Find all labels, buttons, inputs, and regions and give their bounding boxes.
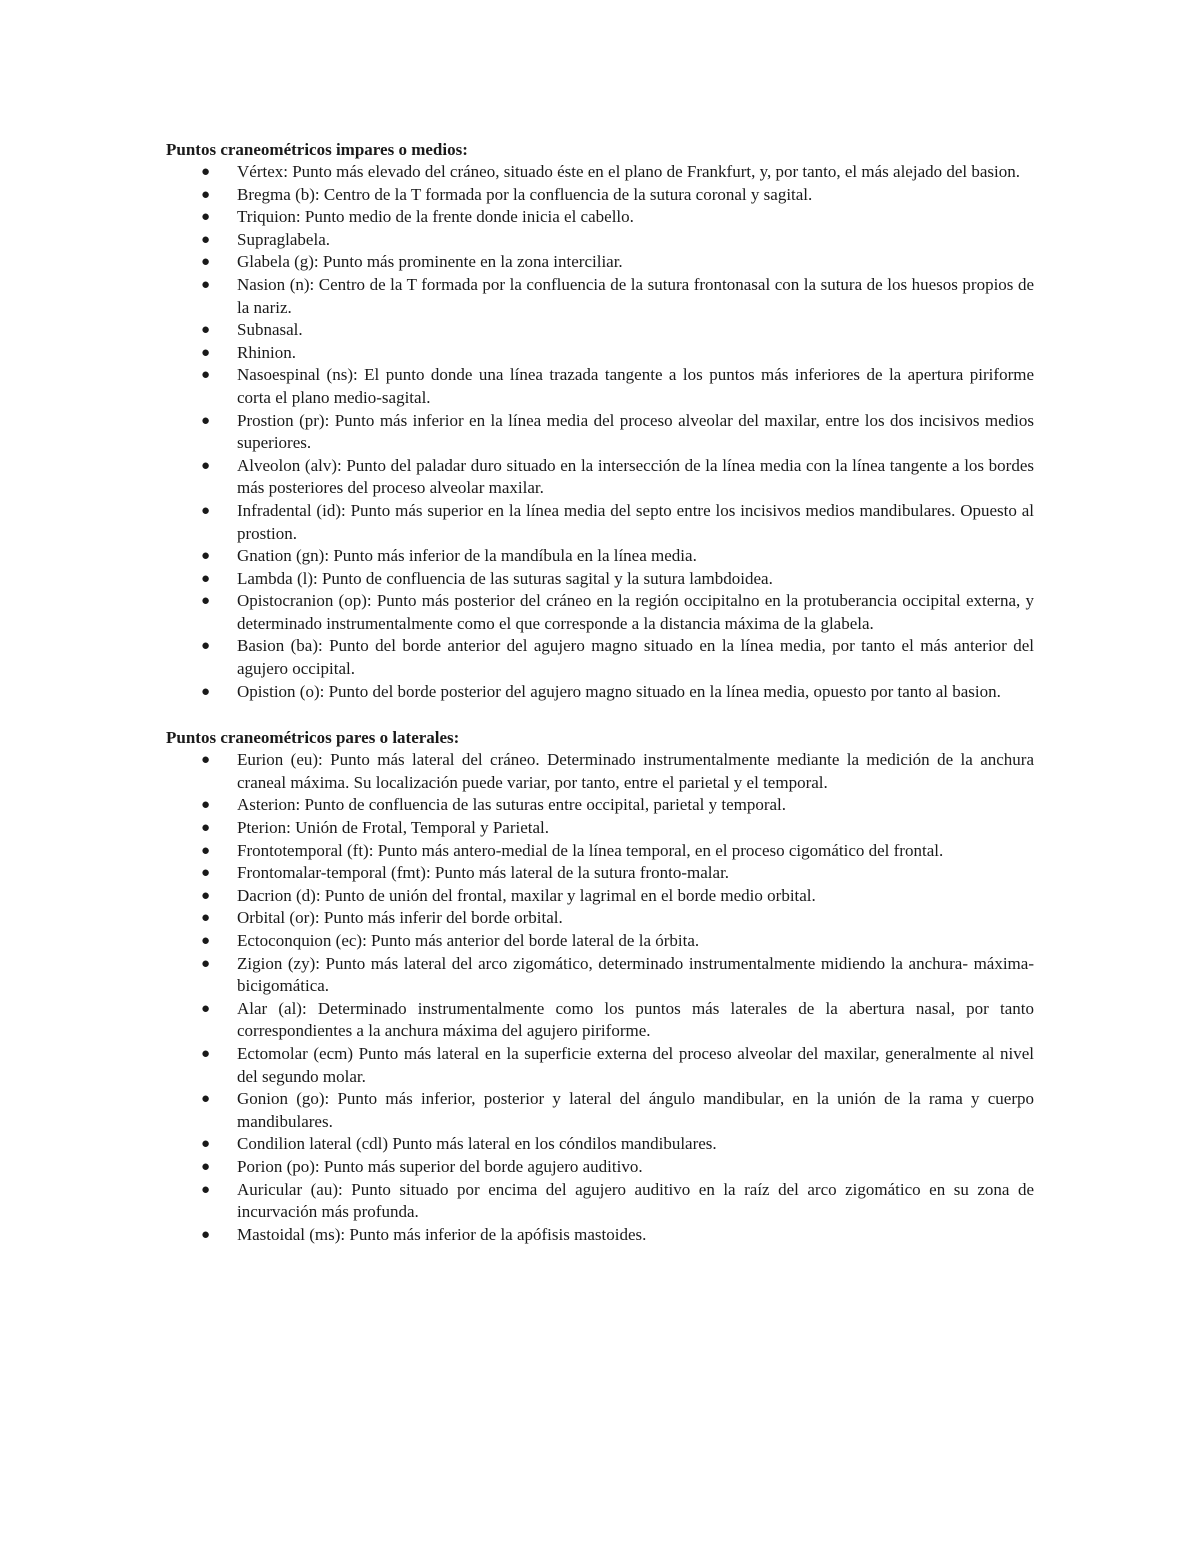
- list-item-text: Supraglabela.: [237, 229, 330, 249]
- bullet-icon: ●: [201, 842, 211, 859]
- list-item-text: Frontomalar-temporal (fmt): Punto más lateral de la sutura fronto-malar.: [237, 863, 730, 883]
- list-item: [201, 229, 1034, 252]
- list-item: [201, 681, 1034, 704]
- bullet-icon: ●: [201, 209, 211, 226]
- list-item: [201, 794, 1034, 817]
- bullet-icon: ●: [201, 164, 211, 180]
- list-item: [201, 749, 1034, 794]
- list-item-text: Condilion lateral (cdl) Punto más lateral en los cóndilos mandibulares.: [237, 1134, 717, 1154]
- list-item-text: Glabela (g): Punto más prominente en la zona interciliar.: [237, 252, 623, 272]
- list-item-text: Prostion (pr): Punto más inferior en la línea media del proceso alveolar del maxilar, entre los dos incisivos medios superiores.: [237, 410, 1034, 453]
- bullet-icon: ●: [201, 254, 211, 271]
- list-item: [201, 1224, 1034, 1247]
- list-item-text: Gonion (go): Punto más inferior, posterior y lateral del ángulo mandibular, en la unión de la rama y cuerpo mandibulares.: [237, 1089, 1034, 1131]
- list-item: [201, 817, 1034, 840]
- list-item: [201, 410, 1034, 455]
- bullet-icon: ●: [201, 887, 211, 904]
- bullet-icon: ●: [201, 752, 211, 769]
- list-item: [201, 364, 1034, 409]
- list-item: [201, 319, 1034, 342]
- list-item-text: Ectomolar (ecm) Punto más lateral en la superficie externa del proceso alveolar del maxilar, generalmente al nivel del segundo molar.: [237, 1043, 1034, 1086]
- list-item: [201, 545, 1034, 568]
- bullet-icon: ●: [201, 548, 211, 565]
- list-item-text: Asterion: Punto de confluencia de las suturas entre occipital, parietal y temporal.: [237, 795, 787, 815]
- list-item-text: Ectoconquion (ec): Punto más anterior del borde lateral de la órbita.: [237, 931, 700, 950]
- list-item-text: Rhinion.: [237, 342, 297, 362]
- list-item: [201, 885, 1034, 908]
- bullet-icon: ●: [201, 1158, 211, 1175]
- section-impares: [166, 138, 1034, 703]
- bullet-icon: ●: [201, 910, 211, 927]
- list-item-text: Infradental (id): Punto más superior en la línea media del septo entre los incisivos medios mandibulares. Opuesto al prostion.: [237, 500, 1034, 543]
- bullet-icon: ●: [201, 502, 211, 519]
- bullet-icon: ●: [201, 797, 211, 814]
- list-item: [201, 907, 1034, 930]
- list-item: [201, 274, 1034, 319]
- bullet-icon: ●: [201, 412, 211, 429]
- list-item: [201, 1133, 1034, 1156]
- list-item-text: Lambda (l): Punto de confluencia de las suturas sagital y la sutura lambdoidea.: [237, 568, 773, 588]
- bullet-icon: ●: [201, 955, 211, 972]
- list-item-text: Zigion (zy): Punto más lateral del arco zigomático, determinado instrumentalmente midiendo la anchura- máxima- bicigomática.: [237, 953, 1034, 996]
- list-item-text: Frontotemporal (ft): Punto más antero-medial de la línea temporal, en el proceso cigomático del frontal.: [237, 840, 944, 860]
- bullet-icon: ●: [201, 1091, 211, 1108]
- bullet-icon: ●: [201, 1045, 211, 1062]
- bullet-icon: ●: [201, 593, 211, 610]
- list-item: [201, 1179, 1034, 1224]
- list-item: [201, 635, 1034, 680]
- list-item-text: Gnation (gn): Punto más inferior de la mandíbula en la línea media.: [237, 546, 697, 566]
- bullet-icon: ●: [201, 1000, 211, 1017]
- list-item-text: Triquion: Punto medio de la frente donde inicia el cabello.: [237, 207, 634, 227]
- document-page: [166, 138, 1034, 1246]
- list-item-text: Auricular (au): Punto situado por encima del agujero auditivo en la raíz del arco zigomático en su zona de incurvación más profunda.: [237, 1179, 1034, 1222]
- bullet-icon: ●: [201, 570, 211, 587]
- bullet-icon: ●: [201, 344, 211, 361]
- list-item-text: Opistocranion (op): Punto más posterior del cráneo en la región occipitalno en la protuberancia occipital externa, y determinado instrumentalmente como el que corresponde a la distancia máxima de la glabela.: [237, 591, 1034, 633]
- bullet-icon: ●: [201, 457, 211, 474]
- bullet-list: [166, 161, 1034, 703]
- list-item-text: Nasoespinal (ns): El punto donde una línea trazada tangente a los puntos más inferiores de la apertura piriforme corta el plano medio-sagital.: [237, 365, 1034, 407]
- list-item-text: Orbital (or): Punto más inferir del borde orbital.: [237, 908, 563, 928]
- bullet-list: [166, 749, 1034, 1246]
- list-item: [201, 1156, 1034, 1179]
- list-item: [201, 184, 1034, 207]
- list-item-text: Alveolon (alv): Punto del paladar duro situado en la intersección de la línea media con la línea tangente a los bordes más posteriores del proceso alveolar maxilar.: [237, 455, 1034, 498]
- bullet-icon: ●: [201, 865, 211, 882]
- section-pares: [166, 726, 1034, 1246]
- list-item-text: Alar (al): Determinado instrumentalmente como los puntos más laterales de la abertura nasal, por tanto correspondientes a la anchura máxima del agujero piriforme.: [237, 998, 1034, 1041]
- list-item: [201, 455, 1034, 500]
- bullet-icon: ●: [201, 1226, 211, 1243]
- list-item-text: Mastoidal (ms): Punto más inferior de la apófisis mastoides.: [237, 1224, 647, 1244]
- list-item-text: Nasion (n): Centro de la T formada por la confluencia de la sutura frontonasal con la sutura de los huesos propios de la nariz.: [237, 274, 1034, 317]
- section-heading: Puntos craneométricos pares o laterales:: [166, 728, 460, 748]
- list-item: [201, 930, 1034, 953]
- list-item-text: Basion (ba): Punto del borde anterior del agujero magno situado en la línea media, por tanto el más anterior del agujero occipital.: [237, 636, 1034, 679]
- list-item: [201, 500, 1034, 545]
- list-item-text: Vértex: Punto más elevado del cráneo, situado éste en el plano de Frankfurt, y, por tanto, el más alejado del basion.: [237, 162, 1021, 181]
- list-item: [201, 1088, 1034, 1133]
- list-item: [201, 342, 1034, 365]
- list-item: [201, 206, 1034, 229]
- bullet-icon: ●: [201, 1136, 211, 1153]
- section-heading: Puntos craneométricos impares o medios:: [166, 140, 468, 159]
- list-item: [201, 953, 1034, 998]
- bullet-icon: ●: [201, 276, 211, 293]
- bullet-icon: ●: [201, 820, 211, 837]
- bullet-icon: ●: [201, 231, 211, 248]
- bullet-icon: ●: [201, 933, 211, 949]
- list-item-text: Opistion (o): Punto del borde posterior del agujero magno situado en la línea media, opuesto por tanto al basion.: [237, 681, 1001, 701]
- list-item: [201, 251, 1034, 274]
- bullet-icon: ●: [201, 322, 211, 339]
- bullet-icon: ●: [201, 186, 211, 203]
- list-item: [201, 161, 1034, 184]
- list-item-text: Eurion (eu): Punto más lateral del cráneo. Determinado instrumentalmente mediante la medición de la anchura craneal máxima. Su localización puede variar, por tanto, entre el parietal y el temporal.: [237, 750, 1034, 792]
- list-item: [201, 862, 1034, 885]
- list-item: [201, 568, 1034, 591]
- bullet-icon: ●: [201, 1181, 211, 1198]
- list-item-text: Bregma (b): Centro de la T formada por la confluencia de la sutura coronal y sagital.: [237, 184, 813, 204]
- list-item-text: Pterion: Unión de Frotal, Temporal y Parietal.: [237, 818, 549, 838]
- list-item: [201, 840, 1034, 863]
- bullet-icon: ●: [201, 367, 211, 384]
- list-item-text: Subnasal.: [237, 320, 303, 340]
- bullet-icon: ●: [201, 638, 211, 655]
- list-item-text: Porion (po): Punto más superior del borde agujero auditivo.: [237, 1156, 643, 1176]
- list-item: [201, 1043, 1034, 1088]
- section-spacer: [166, 703, 1034, 726]
- list-item-text: Dacrion (d): Punto de unión del frontal, maxilar y lagrimal en el borde medio orbital.: [237, 885, 816, 905]
- list-item: [201, 998, 1034, 1043]
- list-item: [201, 590, 1034, 635]
- bullet-icon: ●: [201, 683, 211, 700]
